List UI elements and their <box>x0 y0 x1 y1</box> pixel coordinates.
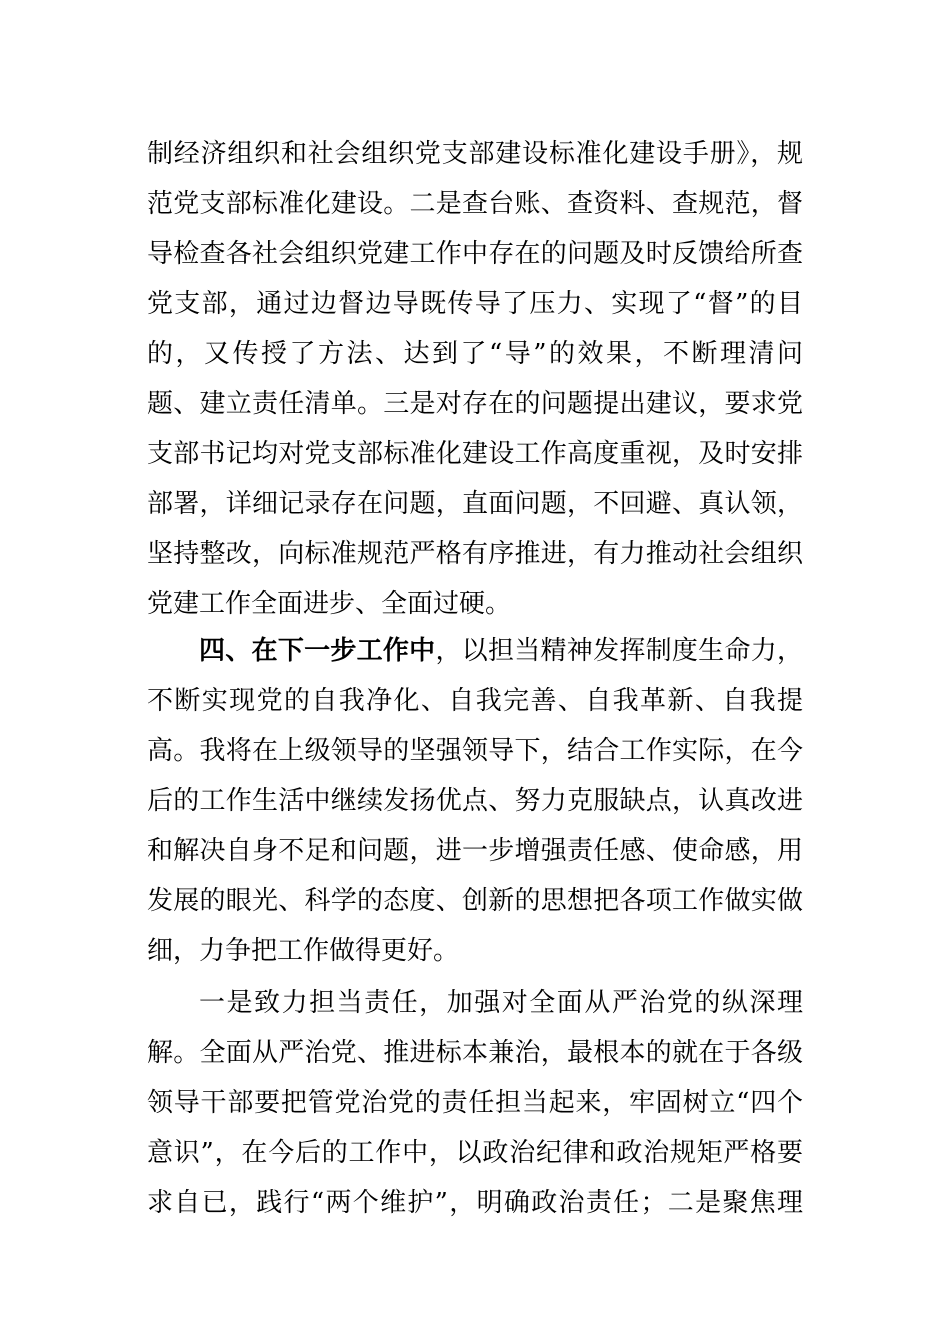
body-text-line: 范党支部标准化建设。二是查台账、查资料、查规范，督 <box>147 189 803 219</box>
body-text-line: 导检查各社会组织党建工作中存在的问题及时反馈给所查 <box>147 239 803 269</box>
body-text-line: 解。全面从严治党、推进标本兼治，最根本的就在于各级 <box>147 1038 803 1068</box>
body-text-line: 党支部，通过边督边导既传导了压力、实现了“督”的目 <box>147 289 803 319</box>
body-text-line: 领导干部要把管党治党的责任担当起来，牢固树立“四个 <box>147 1088 803 1118</box>
body-text-line: 题、建立责任清单。三是对存在的问题提出建议，要求党 <box>147 389 803 419</box>
body-text-line: 坚持整改，向标准规范严格有序推进，有力推动社会组织 <box>147 539 803 569</box>
body-text-line: 制经济组织和社会组织党支部建设标准化建设手册》，规 <box>147 139 803 169</box>
body-text-line: 党建工作全面进步、全面过硬。 <box>147 589 512 619</box>
body-text-line: 细，力争把工作做得更好。 <box>147 936 460 966</box>
paragraph-first-line: 一是致力担当责任，加强对全面从严治党的纵深理 <box>199 988 803 1018</box>
section-four-text: ，以担当精神发挥制度生命力， <box>435 636 803 666</box>
body-text-line: 不断实现党的自我净化、自我完善、自我革新、自我提 <box>147 686 803 716</box>
body-text-line: 高。我将在上级领导的坚强领导下，结合工作实际，在今 <box>147 736 803 766</box>
section-four-first-line <box>199 631 803 671</box>
body-text-line: 支部书记均对党支部标准化建设工作高度重视，及时安排 <box>147 439 803 469</box>
body-text-line: 部署，详细记录存在问题，直面问题，不回避、真认领， <box>147 489 803 519</box>
body-text-line: 的，又传授了方法、达到了“导”的效果，不断理清问 <box>147 339 803 369</box>
body-text-line: 发展的眼光、科学的态度、创新的思想把各项工作做实做 <box>147 886 803 916</box>
body-text-line: 后的工作生活中继续发扬优点、努力克服缺点，认真改进 <box>147 786 803 816</box>
section-four-heading: 四、在下一步工作中 <box>199 636 436 666</box>
body-text-line: 和解决自身不足和问题，进一步增强责任感、使命感，用 <box>147 836 803 866</box>
body-text-line: 意识”，在今后的工作中，以政治纪律和政治规矩严格要 <box>147 1138 803 1168</box>
body-text-line: 求自已，践行“两个维护”，明确政治责任；二是聚焦理 <box>147 1188 803 1218</box>
